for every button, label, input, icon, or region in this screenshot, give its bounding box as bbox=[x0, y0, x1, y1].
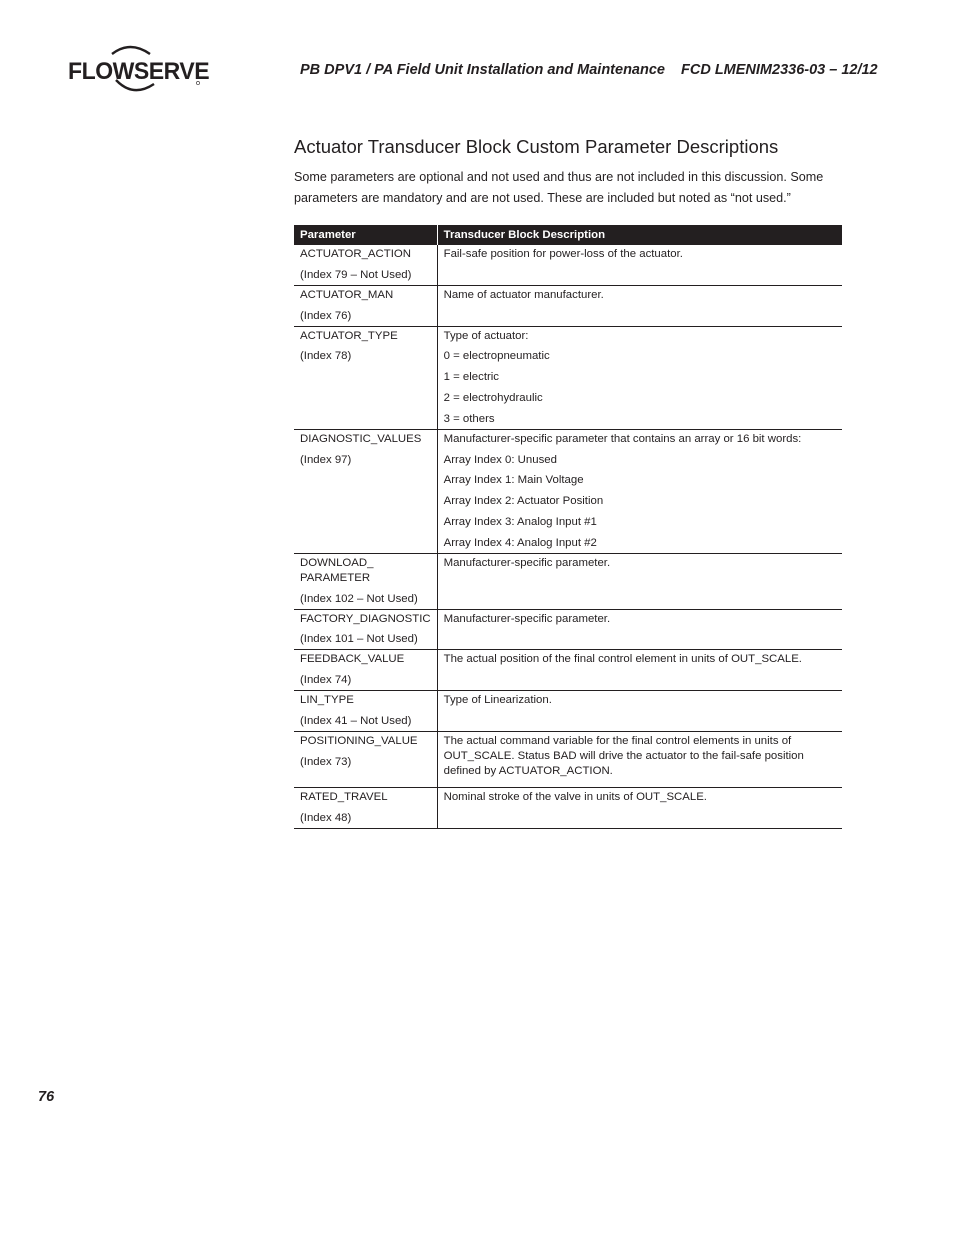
description-line: Fail-safe position for power-loss of the actuator. bbox=[443, 248, 683, 260]
flowserve-logo bbox=[68, 42, 208, 98]
param-index: (Index 73) bbox=[300, 755, 352, 768]
page-number: 76 bbox=[38, 1089, 55, 1105]
param-name: DIAGNOSTIC_VALUES bbox=[300, 432, 422, 445]
param-name: FACTORY_DIAGNOSTIC bbox=[300, 612, 431, 625]
description-line: 0 = electropneumatic bbox=[443, 350, 550, 363]
param-index: (Index 48) bbox=[300, 811, 352, 824]
param-name: ACTUATOR_ACTION bbox=[300, 248, 411, 260]
description-cell bbox=[437, 553, 842, 609]
table-row bbox=[294, 326, 842, 429]
param-cell bbox=[294, 787, 437, 828]
description-cell bbox=[437, 285, 842, 326]
param-cell bbox=[294, 731, 437, 787]
document-code: FCD LMENIM2336-03 – 12/12 bbox=[680, 62, 878, 78]
description-cell bbox=[437, 245, 842, 285]
description-cell bbox=[437, 691, 842, 732]
param-index: (Index 41 – Not Used) bbox=[300, 714, 412, 727]
description-cell bbox=[437, 787, 842, 828]
param-index: (Index 79 – Not Used) bbox=[300, 268, 412, 281]
description-line: Array Index 1: Main Voltage bbox=[443, 474, 584, 487]
param-name: FEEDBACK_VALUE bbox=[300, 653, 405, 666]
description-cell bbox=[437, 731, 842, 787]
description-line: Array Index 2: Actuator Position bbox=[443, 495, 604, 508]
parameter-table bbox=[294, 225, 842, 829]
description-line: Type of Linearization. bbox=[443, 694, 552, 707]
description-line: Array Index 4: Analog Input #2 bbox=[443, 536, 597, 549]
param-index: (Index 97) bbox=[300, 453, 352, 466]
header-parameter: Parameter bbox=[294, 225, 437, 245]
document-header bbox=[300, 62, 878, 78]
table-row bbox=[294, 731, 842, 787]
section-heading: Actuator Transducer Block Custom Parameter Descriptions bbox=[294, 136, 779, 157]
param-name: DOWNLOAD_ PARAMETER bbox=[300, 556, 374, 584]
param-name: LIN_TYPE bbox=[300, 694, 354, 707]
table-row bbox=[294, 787, 842, 828]
param-name: ACTUATOR_TYPE bbox=[300, 329, 398, 342]
table-row bbox=[294, 609, 842, 650]
param-index: (Index 76) bbox=[300, 309, 352, 322]
param-index: (Index 74) bbox=[300, 674, 352, 687]
description-line: Manufacturer-specific parameter. bbox=[443, 556, 611, 569]
param-name: RATED_TRAVEL bbox=[300, 790, 388, 803]
description-line: Nominal stroke of the valve in units of OUT_SCALE. bbox=[443, 790, 707, 803]
header-description: Transducer Block Description bbox=[437, 225, 842, 245]
param-cell bbox=[294, 285, 437, 326]
table-row bbox=[294, 429, 842, 553]
table-row bbox=[294, 285, 842, 326]
description-line: 1 = electric bbox=[443, 371, 500, 384]
param-cell bbox=[294, 553, 437, 609]
param-cell bbox=[294, 691, 437, 732]
description-line: The actual position of the final control element in units of OUT_SCALE. bbox=[443, 653, 802, 666]
description-cell bbox=[437, 609, 842, 650]
table-header-row bbox=[294, 225, 842, 245]
param-name: POSITIONING_VALUE bbox=[300, 734, 418, 747]
description-line: Array Index 0: Unused bbox=[443, 453, 557, 466]
table-row bbox=[294, 691, 842, 732]
description-cell bbox=[437, 650, 842, 691]
description-line: 3 = others bbox=[443, 412, 495, 425]
param-cell bbox=[294, 650, 437, 691]
intro-paragraph: Some parameters are optional and not used and thus are not included in this discussion. Some parameters are mandatory and are not used. These are included but noted as “not used.” bbox=[294, 170, 824, 205]
logo-wordmark: FLOWSERVE bbox=[68, 58, 210, 85]
table-row bbox=[294, 553, 842, 609]
param-cell bbox=[294, 326, 437, 429]
description-cell bbox=[437, 326, 842, 429]
param-cell bbox=[294, 609, 437, 650]
description-line: Type of actuator: bbox=[443, 329, 529, 342]
description-line: Manufacturer-specific parameter. bbox=[443, 612, 611, 625]
param-cell bbox=[294, 245, 437, 285]
description-line: The actual command variable for the final control elements in units of OUT_SCALE. Status BAD will drive the actuator to the fail-safe position defined by ACTUATOR_ACTION. bbox=[443, 734, 804, 777]
description-line: 2 = electrohydraulic bbox=[443, 391, 543, 404]
param-index: (Index 101 – Not Used) bbox=[300, 633, 418, 646]
param-name: ACTUATOR_MAN bbox=[300, 288, 394, 301]
document-title: PB DPV1 / PA Field Unit Installation and Maintenance bbox=[300, 62, 665, 78]
param-index: (Index 78) bbox=[300, 350, 352, 363]
param-cell bbox=[294, 429, 437, 553]
description-line: Manufacturer-specific parameter that contains an array or 16 bit words: bbox=[443, 432, 802, 445]
table-row bbox=[294, 650, 842, 691]
description-line: Array Index 3: Analog Input #1 bbox=[443, 515, 597, 528]
table-row bbox=[294, 245, 842, 285]
description-line: Name of actuator manufacturer. bbox=[443, 288, 604, 301]
description-cell bbox=[437, 429, 842, 553]
param-index: (Index 102 – Not Used) bbox=[300, 592, 418, 605]
